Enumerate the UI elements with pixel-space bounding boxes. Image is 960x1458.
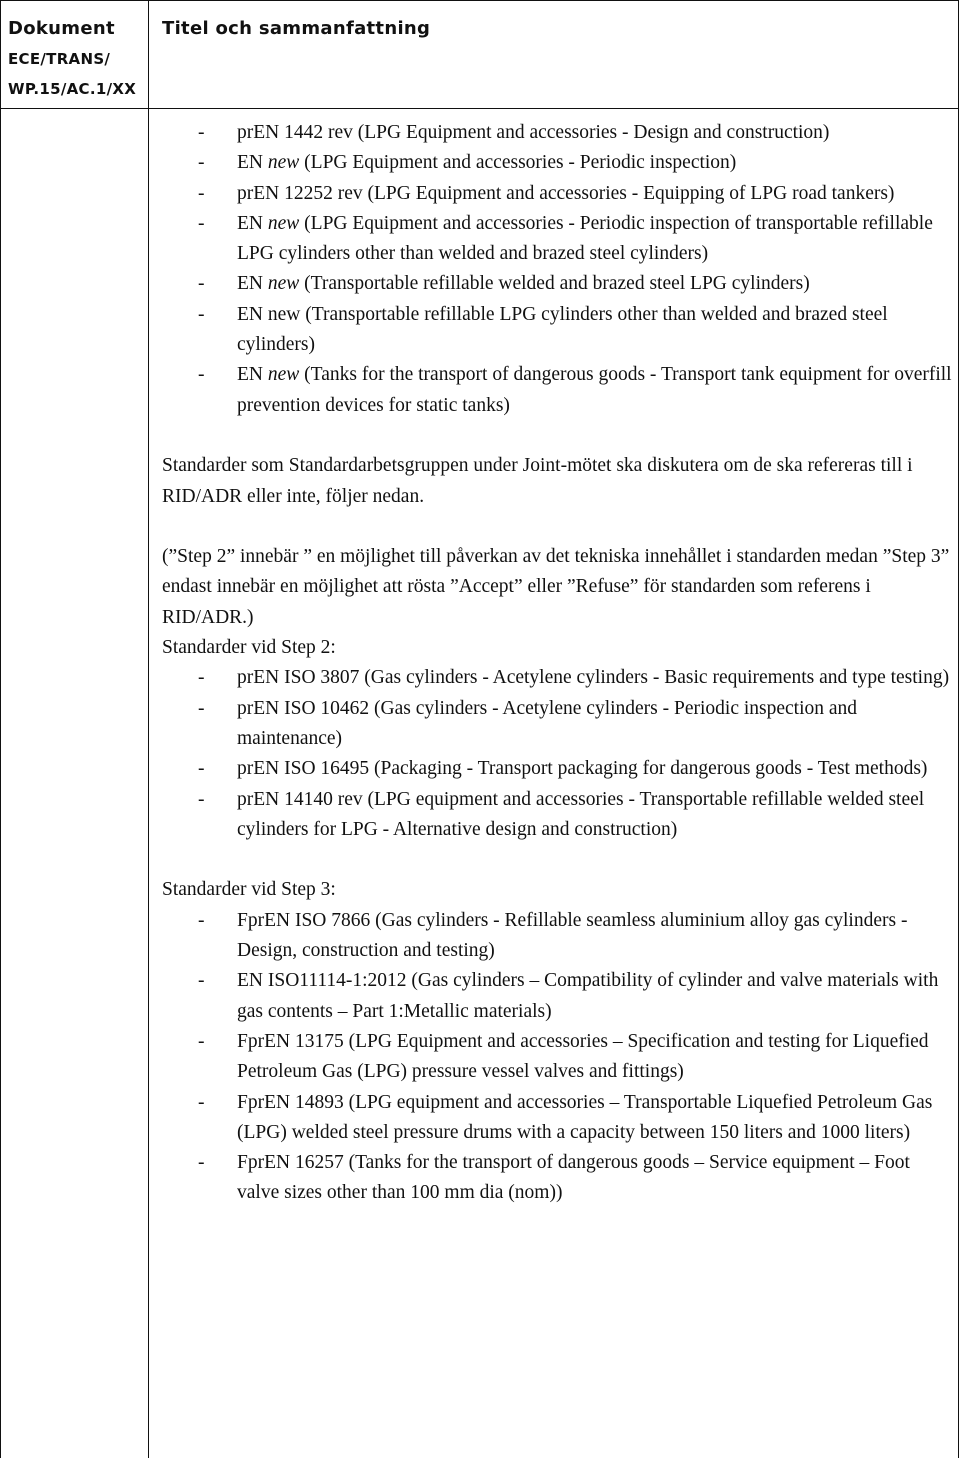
step-explanation-paragraph: (”Step 2” innebär ” en möjlighet till påverkan av det tekniska innehållet i standarden medan ”Step 3” endast innebär en möjlighet att rösta ”Accept” eller ”Refuse” för standarden som referens i RID/ADR.) bbox=[162, 546, 950, 628]
table-right-border bbox=[958, 0, 959, 1458]
list-dash: - bbox=[198, 758, 205, 780]
list-dash: - bbox=[198, 212, 205, 234]
document-label: Dokument bbox=[8, 18, 115, 39]
document-ref-line2: WP.15/AC.1/XX bbox=[8, 80, 137, 98]
standards-list-1 bbox=[162, 118, 952, 421]
list-item: - FprEN 16257 (Tanks for the transport of dangerous goods – Service equipment – Foot valve sizes other than 100 mm dia (nom)) bbox=[162, 1148, 952, 1209]
list-item: - FprEN 14893 (LPG equipment and accessories – Transportable Liquefied Petroleum Gas (LPG) welded steel pressure drums with a capacity between 150 liters and 1000 liters) bbox=[162, 1088, 952, 1149]
table-left-border bbox=[0, 0, 1, 1458]
list-item: - FprEN ISO 7866 (Gas cylinders - Refillable seamless aluminium alloy gas cylinders - Design, construction and testing) bbox=[162, 906, 952, 967]
step3-list bbox=[162, 906, 952, 1209]
list-item: - prEN 1442 rev (LPG Equipment and accessories - Design and construction) bbox=[162, 118, 952, 148]
list-dash: - bbox=[198, 303, 205, 325]
list-dash: - bbox=[198, 1030, 205, 1052]
spacer bbox=[162, 421, 952, 451]
header-divider bbox=[0, 108, 958, 109]
list-dash: - bbox=[198, 364, 205, 386]
list-dash: - bbox=[198, 273, 205, 295]
list-dash: - bbox=[198, 788, 205, 810]
list-dash: - bbox=[198, 697, 205, 719]
list-item: - EN new (Tanks for the transport of dangerous goods - Transport tank equipment for overfill prevention devices for static tanks) bbox=[162, 360, 952, 421]
step2-heading: Standarder vid Step 2: bbox=[162, 637, 336, 659]
spacer bbox=[162, 512, 952, 542]
list-dash: - bbox=[198, 122, 205, 143]
list-item: - EN ISO11114-1:2012 (Gas cylinders – Compatibility of cylinder and valve materials with gas contents – Part 1:Metallic materials) bbox=[162, 966, 952, 1027]
list-item: - FprEN 13175 (LPG Equipment and accessories – Specification and testing for Liquefied Petroleum Gas (LPG) pressure vessel valves and fittings) bbox=[162, 1027, 952, 1088]
list-dash: - bbox=[198, 182, 205, 204]
list-item: - EN new (Transportable refillable welded and brazed steel LPG cylinders) bbox=[162, 269, 952, 299]
list-item: - prEN 14140 rev (LPG equipment and accessories - Transportable refillable welded steel cylinders for LPG - Alternative design and construction) bbox=[162, 785, 952, 846]
list-item: - EN new (LPG Equipment and accessories - Periodic inspection) bbox=[162, 148, 952, 178]
step2-list bbox=[162, 663, 952, 845]
list-item: - prEN ISO 16495 (Packaging - Transport packaging for dangerous goods - Test methods) bbox=[162, 754, 952, 784]
list-dash: - bbox=[198, 1091, 205, 1113]
step3-heading: Standarder vid Step 3: bbox=[162, 879, 336, 901]
list-dash: - bbox=[198, 909, 205, 931]
column-divider bbox=[148, 0, 149, 1458]
spacer bbox=[162, 845, 952, 875]
document-ref-line1: ECE/TRANS/ bbox=[8, 50, 111, 68]
intro-paragraph: Standarder som Standardarbetsgruppen under Joint-mötet ska diskutera om de ska refereras till i RID/ADR eller inte, följer nedan. bbox=[162, 455, 913, 507]
list-dash: - bbox=[198, 1152, 205, 1174]
list-item: - prEN ISO 3807 (Gas cylinders - Acetylene cylinders - Basic requirements and type testing) bbox=[162, 663, 952, 693]
table-top-border bbox=[0, 0, 958, 1]
title-column-header: Titel och sammanfattning bbox=[162, 18, 431, 39]
list-dash: - bbox=[198, 970, 205, 992]
list-item: - prEN 12252 rev (LPG Equipment and accessories - Equipping of LPG road tankers) bbox=[162, 179, 952, 209]
list-dash: - bbox=[198, 667, 205, 689]
list-item: - prEN ISO 10462 (Gas cylinders - Acetylene cylinders - Periodic inspection and maintenance) bbox=[162, 694, 952, 755]
list-item: - EN new (Transportable refillable LPG cylinders other than welded and brazed steel cylinders) bbox=[162, 300, 952, 361]
list-dash: - bbox=[198, 152, 205, 174]
document-column-header bbox=[8, 14, 146, 104]
list-item: - EN new (LPG Equipment and accessories - Periodic inspection of transportable refillable LPG cylinders other than welded and brazed steel cylinders) bbox=[162, 209, 952, 270]
content-cell bbox=[162, 118, 952, 1209]
